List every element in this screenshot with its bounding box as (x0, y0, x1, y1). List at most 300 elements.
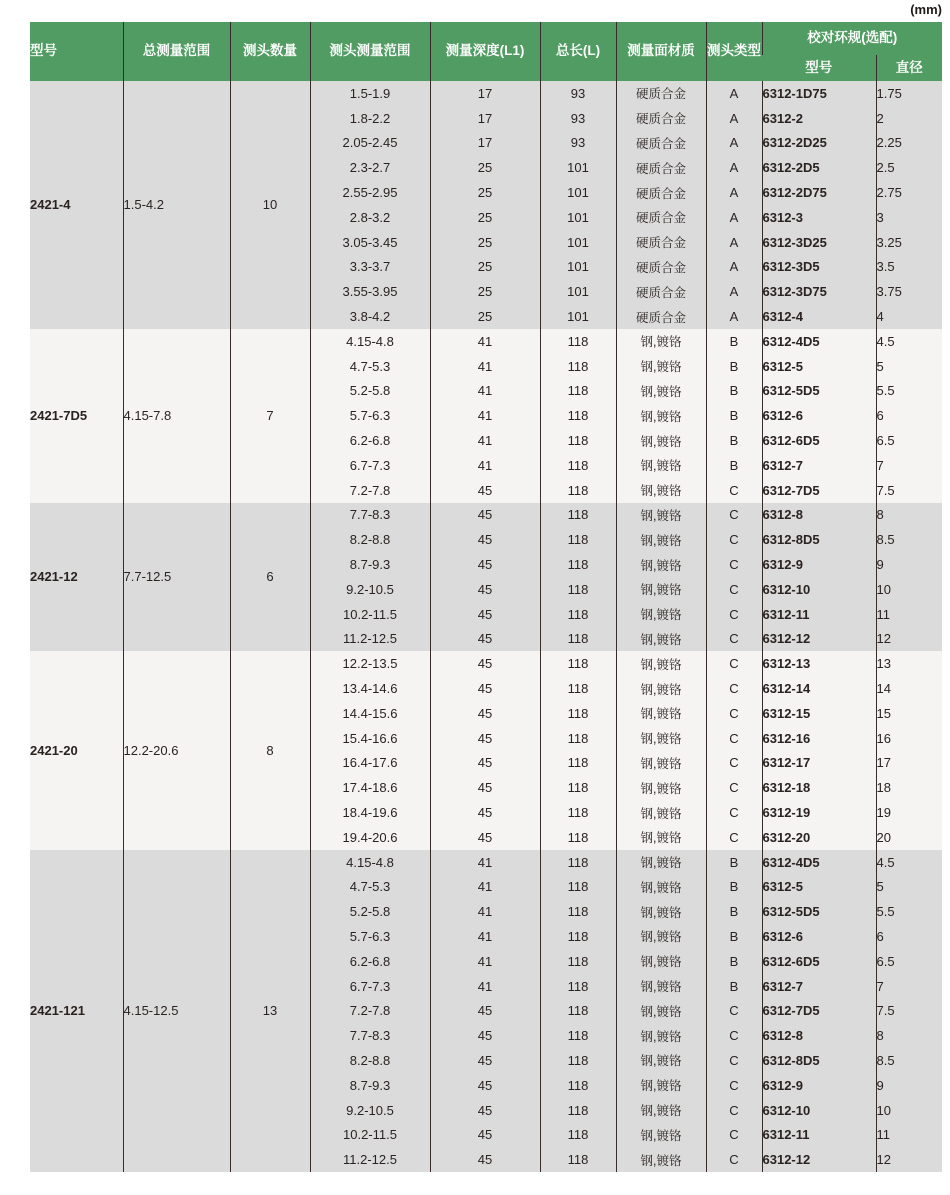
material-cell: 钢,镀铬 (616, 329, 706, 354)
length-cell: 101 (540, 155, 616, 180)
probe-range-cell: 11.2-12.5 (310, 627, 430, 652)
table-header (30, 22, 942, 81)
total-range-cell: 12.2-20.6 (123, 651, 230, 849)
depth-cell: 41 (430, 974, 540, 999)
probe-range-cell: 8.2-8.8 (310, 1048, 430, 1073)
model-cell: 2421-4 (30, 81, 123, 329)
probe-range-cell: 5.2-5.8 (310, 379, 430, 404)
diameter-cell: 11 (876, 602, 942, 627)
depth-cell: 45 (430, 1023, 540, 1048)
probe-type-cell: B (706, 453, 762, 478)
probe-type-cell: B (706, 329, 762, 354)
ring-model-cell: 6312-8D5 (762, 1048, 876, 1073)
diameter-cell: 3.25 (876, 230, 942, 255)
probe-type-cell: B (706, 850, 762, 875)
table-row (30, 850, 942, 875)
depth-cell: 25 (430, 205, 540, 230)
material-cell: 钢,镀铬 (616, 1023, 706, 1048)
depth-cell: 45 (430, 701, 540, 726)
ring-model-cell: 6312-7 (762, 453, 876, 478)
probe-range-cell: 3.55-3.95 (310, 279, 430, 304)
probe-count-cell: 6 (230, 503, 310, 652)
material-cell: 钢,镀铬 (616, 354, 706, 379)
ring-model-cell: 6312-16 (762, 726, 876, 751)
header-ring-model: 型号 (762, 55, 876, 81)
depth-cell: 45 (430, 726, 540, 751)
diameter-cell: 5 (876, 354, 942, 379)
model-cell: 2421-20 (30, 651, 123, 849)
depth-cell: 41 (430, 329, 540, 354)
diameter-cell: 4 (876, 304, 942, 329)
length-cell: 101 (540, 279, 616, 304)
probe-range-cell: 2.55-2.95 (310, 180, 430, 205)
probe-range-cell: 6.2-6.8 (310, 949, 430, 974)
material-cell: 硬质合金 (616, 155, 706, 180)
ring-model-cell: 6312-1D75 (762, 81, 876, 106)
depth-cell: 41 (430, 949, 540, 974)
header-total-range: 总测量范围 (123, 22, 230, 81)
probe-range-cell: 9.2-10.5 (310, 577, 430, 602)
diameter-cell: 18 (876, 775, 942, 800)
length-cell: 118 (540, 577, 616, 602)
length-cell: 118 (540, 751, 616, 776)
depth-cell: 41 (430, 379, 540, 404)
spec-table (30, 22, 942, 1172)
header-row-main (30, 22, 942, 55)
material-cell: 硬质合金 (616, 230, 706, 255)
total-range-cell: 1.5-4.2 (123, 81, 230, 329)
depth-cell: 45 (430, 825, 540, 850)
probe-type-cell: C (706, 602, 762, 627)
ring-model-cell: 6312-3D75 (762, 279, 876, 304)
depth-cell: 25 (430, 304, 540, 329)
diameter-cell: 6 (876, 403, 942, 428)
probe-range-cell: 5.2-5.8 (310, 899, 430, 924)
probe-range-cell: 7.7-8.3 (310, 1023, 430, 1048)
ring-model-cell: 6312-13 (762, 651, 876, 676)
length-cell: 118 (540, 949, 616, 974)
material-cell: 硬质合金 (616, 131, 706, 156)
length-cell: 118 (540, 1023, 616, 1048)
diameter-cell: 9 (876, 1073, 942, 1098)
ring-model-cell: 6312-6D5 (762, 949, 876, 974)
probe-range-cell: 1.8-2.2 (310, 106, 430, 131)
spec-table-body (30, 81, 942, 1172)
depth-cell: 45 (430, 800, 540, 825)
depth-cell: 25 (430, 255, 540, 280)
ring-model-cell: 6312-18 (762, 775, 876, 800)
probe-range-cell: 12.2-13.5 (310, 651, 430, 676)
table-row (30, 81, 942, 106)
diameter-cell: 3 (876, 205, 942, 230)
header-ring-diameter: 直径 (876, 55, 942, 81)
material-cell: 钢,镀铬 (616, 924, 706, 949)
model-cell: 2421-121 (30, 850, 123, 1172)
probe-type-cell: B (706, 379, 762, 404)
depth-cell: 25 (430, 230, 540, 255)
length-cell: 118 (540, 998, 616, 1023)
diameter-cell: 8.5 (876, 1048, 942, 1073)
material-cell: 硬质合金 (616, 279, 706, 304)
depth-cell: 41 (430, 354, 540, 379)
probe-type-cell: C (706, 527, 762, 552)
ring-model-cell: 6312-15 (762, 701, 876, 726)
depth-cell: 25 (430, 155, 540, 180)
ring-model-cell: 6312-8D5 (762, 527, 876, 552)
probe-type-cell: C (706, 1122, 762, 1147)
probe-range-cell: 3.3-3.7 (310, 255, 430, 280)
material-cell: 钢,镀铬 (616, 527, 706, 552)
probe-range-cell: 19.4-20.6 (310, 825, 430, 850)
depth-cell: 45 (430, 552, 540, 577)
probe-type-cell: C (706, 627, 762, 652)
length-cell: 93 (540, 81, 616, 106)
length-cell: 118 (540, 329, 616, 354)
ring-model-cell: 6312-3D5 (762, 255, 876, 280)
diameter-cell: 6.5 (876, 949, 942, 974)
model-cell: 2421-12 (30, 503, 123, 652)
diameter-cell: 3.75 (876, 279, 942, 304)
ring-model-cell: 6312-9 (762, 552, 876, 577)
probe-range-cell: 4.7-5.3 (310, 875, 430, 900)
probe-type-cell: B (706, 949, 762, 974)
probe-range-cell: 3.05-3.45 (310, 230, 430, 255)
depth-cell: 17 (430, 106, 540, 131)
diameter-cell: 8.5 (876, 527, 942, 552)
probe-type-cell: B (706, 924, 762, 949)
probe-type-cell: A (706, 255, 762, 280)
ring-model-cell: 6312-4D5 (762, 329, 876, 354)
length-cell: 101 (540, 255, 616, 280)
material-cell: 硬质合金 (616, 180, 706, 205)
header-probe-count: 测头数量 (230, 22, 310, 81)
length-cell: 101 (540, 304, 616, 329)
probe-type-cell: A (706, 304, 762, 329)
probe-type-cell: B (706, 974, 762, 999)
table-row (30, 651, 942, 676)
depth-cell: 45 (430, 998, 540, 1023)
probe-count-cell: 13 (230, 850, 310, 1172)
probe-range-cell: 8.7-9.3 (310, 1073, 430, 1098)
length-cell: 93 (540, 131, 616, 156)
probe-range-cell: 7.7-8.3 (310, 503, 430, 528)
depth-cell: 25 (430, 180, 540, 205)
probe-type-cell: C (706, 552, 762, 577)
length-cell: 118 (540, 924, 616, 949)
probe-range-cell: 4.7-5.3 (310, 354, 430, 379)
header-material: 测量面材质 (616, 22, 706, 81)
probe-type-cell: B (706, 354, 762, 379)
diameter-cell: 14 (876, 676, 942, 701)
length-cell: 118 (540, 1098, 616, 1123)
depth-cell: 45 (430, 676, 540, 701)
material-cell: 硬质合金 (616, 255, 706, 280)
length-cell: 118 (540, 602, 616, 627)
probe-type-cell: C (706, 651, 762, 676)
probe-range-cell: 17.4-18.6 (310, 775, 430, 800)
depth-cell: 25 (430, 279, 540, 304)
diameter-cell: 15 (876, 701, 942, 726)
diameter-cell: 8 (876, 503, 942, 528)
material-cell: 钢,镀铬 (616, 577, 706, 602)
ring-model-cell: 6312-14 (762, 676, 876, 701)
length-cell: 118 (540, 1073, 616, 1098)
length-cell: 118 (540, 1147, 616, 1172)
depth-cell: 41 (430, 924, 540, 949)
depth-cell: 45 (430, 775, 540, 800)
ring-model-cell: 6312-10 (762, 1098, 876, 1123)
ring-model-cell: 6312-11 (762, 1122, 876, 1147)
probe-type-cell: C (706, 676, 762, 701)
ring-model-cell: 6312-2D25 (762, 131, 876, 156)
length-cell: 118 (540, 403, 616, 428)
probe-range-cell: 13.4-14.6 (310, 676, 430, 701)
material-cell: 钢,镀铬 (616, 775, 706, 800)
length-cell: 118 (540, 478, 616, 503)
probe-range-cell: 10.2-11.5 (310, 1122, 430, 1147)
diameter-cell: 4.5 (876, 850, 942, 875)
material-cell: 钢,镀铬 (616, 726, 706, 751)
diameter-cell: 5.5 (876, 899, 942, 924)
length-cell: 118 (540, 428, 616, 453)
ring-model-cell: 6312-12 (762, 627, 876, 652)
probe-range-cell: 7.2-7.8 (310, 998, 430, 1023)
material-cell: 钢,镀铬 (616, 379, 706, 404)
ring-model-cell: 6312-4 (762, 304, 876, 329)
material-cell: 钢,镀铬 (616, 602, 706, 627)
length-cell: 118 (540, 627, 616, 652)
probe-type-cell: C (706, 825, 762, 850)
probe-type-cell: A (706, 180, 762, 205)
diameter-cell: 8 (876, 1023, 942, 1048)
length-cell: 101 (540, 230, 616, 255)
material-cell: 硬质合金 (616, 304, 706, 329)
diameter-cell: 2 (876, 106, 942, 131)
depth-cell: 41 (430, 453, 540, 478)
material-cell: 钢,镀铬 (616, 701, 706, 726)
length-cell: 118 (540, 651, 616, 676)
diameter-cell: 7.5 (876, 478, 942, 503)
probe-count-cell: 7 (230, 329, 310, 503)
probe-type-cell: A (706, 106, 762, 131)
material-cell: 钢,镀铬 (616, 627, 706, 652)
material-cell: 钢,镀铬 (616, 974, 706, 999)
diameter-cell: 12 (876, 627, 942, 652)
probe-range-cell: 16.4-17.6 (310, 751, 430, 776)
probe-range-cell: 2.8-3.2 (310, 205, 430, 230)
depth-cell: 45 (430, 1147, 540, 1172)
probe-count-cell: 8 (230, 651, 310, 849)
probe-range-cell: 11.2-12.5 (310, 1147, 430, 1172)
header-total-length: 总长(L) (540, 22, 616, 81)
header-model: 型号 (30, 22, 123, 81)
probe-range-cell: 5.7-6.3 (310, 403, 430, 428)
material-cell: 钢,镀铬 (616, 949, 706, 974)
probe-type-cell: A (706, 279, 762, 304)
probe-range-cell: 6.7-7.3 (310, 974, 430, 999)
diameter-cell: 19 (876, 800, 942, 825)
probe-type-cell: C (706, 775, 762, 800)
ring-model-cell: 6312-2D5 (762, 155, 876, 180)
probe-type-cell: A (706, 81, 762, 106)
length-cell: 118 (540, 825, 616, 850)
probe-count-cell: 10 (230, 81, 310, 329)
ring-model-cell: 6312-12 (762, 1147, 876, 1172)
diameter-cell: 7 (876, 974, 942, 999)
diameter-cell: 7 (876, 453, 942, 478)
ring-model-cell: 6312-10 (762, 577, 876, 602)
depth-cell: 45 (430, 503, 540, 528)
probe-type-cell: B (706, 875, 762, 900)
material-cell: 钢,镀铬 (616, 1098, 706, 1123)
depth-cell: 41 (430, 875, 540, 900)
ring-model-cell: 6312-8 (762, 1023, 876, 1048)
material-cell: 钢,镀铬 (616, 1122, 706, 1147)
probe-type-cell: C (706, 751, 762, 776)
ring-model-cell: 6312-7D5 (762, 998, 876, 1023)
probe-type-cell: C (706, 998, 762, 1023)
probe-range-cell: 1.5-1.9 (310, 81, 430, 106)
depth-cell: 45 (430, 577, 540, 602)
diameter-cell: 4.5 (876, 329, 942, 354)
depth-cell: 41 (430, 428, 540, 453)
unit-label: (mm) (910, 2, 942, 17)
ring-model-cell: 6312-5 (762, 354, 876, 379)
depth-cell: 45 (430, 651, 540, 676)
diameter-cell: 12 (876, 1147, 942, 1172)
probe-range-cell: 2.05-2.45 (310, 131, 430, 156)
ring-model-cell: 6312-5D5 (762, 899, 876, 924)
probe-type-cell: C (706, 1048, 762, 1073)
probe-range-cell: 18.4-19.6 (310, 800, 430, 825)
probe-type-cell: C (706, 726, 762, 751)
probe-type-cell: B (706, 428, 762, 453)
diameter-cell: 13 (876, 651, 942, 676)
probe-type-cell: A (706, 131, 762, 156)
depth-cell: 41 (430, 403, 540, 428)
ring-model-cell: 6312-2D75 (762, 180, 876, 205)
material-cell: 钢,镀铬 (616, 1048, 706, 1073)
probe-range-cell: 14.4-15.6 (310, 701, 430, 726)
length-cell: 118 (540, 800, 616, 825)
diameter-cell: 17 (876, 751, 942, 776)
material-cell: 钢,镀铬 (616, 751, 706, 776)
probe-type-cell: C (706, 478, 762, 503)
depth-cell: 45 (430, 1122, 540, 1147)
length-cell: 118 (540, 1122, 616, 1147)
ring-model-cell: 6312-2 (762, 106, 876, 131)
length-cell: 118 (540, 552, 616, 577)
ring-model-cell: 6312-7 (762, 974, 876, 999)
depth-cell: 41 (430, 899, 540, 924)
probe-type-cell: A (706, 155, 762, 180)
probe-range-cell: 6.7-7.3 (310, 453, 430, 478)
depth-cell: 45 (430, 602, 540, 627)
depth-cell: 17 (430, 81, 540, 106)
ring-model-cell: 6312-3 (762, 205, 876, 230)
depth-cell: 17 (430, 131, 540, 156)
model-cell: 2421-7D5 (30, 329, 123, 503)
length-cell: 118 (540, 775, 616, 800)
depth-cell: 45 (430, 627, 540, 652)
diameter-cell: 5.5 (876, 379, 942, 404)
depth-cell: 45 (430, 527, 540, 552)
length-cell: 101 (540, 180, 616, 205)
ring-model-cell: 6312-7D5 (762, 478, 876, 503)
diameter-cell: 7.5 (876, 998, 942, 1023)
length-cell: 118 (540, 453, 616, 478)
ring-model-cell: 6312-6 (762, 403, 876, 428)
ring-model-cell: 6312-6D5 (762, 428, 876, 453)
probe-type-cell: B (706, 403, 762, 428)
material-cell: 钢,镀铬 (616, 899, 706, 924)
probe-range-cell: 4.15-4.8 (310, 329, 430, 354)
material-cell: 硬质合金 (616, 106, 706, 131)
ring-model-cell: 6312-4D5 (762, 850, 876, 875)
diameter-cell: 6 (876, 924, 942, 949)
ring-model-cell: 6312-5 (762, 875, 876, 900)
material-cell: 钢,镀铬 (616, 1073, 706, 1098)
probe-type-cell: C (706, 701, 762, 726)
probe-range-cell: 3.8-4.2 (310, 304, 430, 329)
material-cell: 钢,镀铬 (616, 478, 706, 503)
depth-cell: 41 (430, 850, 540, 875)
total-range-cell: 7.7-12.5 (123, 503, 230, 652)
probe-type-cell: C (706, 1098, 762, 1123)
length-cell: 118 (540, 1048, 616, 1073)
probe-range-cell: 15.4-16.6 (310, 726, 430, 751)
ring-model-cell: 6312-17 (762, 751, 876, 776)
depth-cell: 45 (430, 1073, 540, 1098)
probe-range-cell: 5.7-6.3 (310, 924, 430, 949)
diameter-cell: 2.75 (876, 180, 942, 205)
diameter-cell: 5 (876, 875, 942, 900)
probe-type-cell: C (706, 1147, 762, 1172)
length-cell: 118 (540, 899, 616, 924)
length-cell: 118 (540, 676, 616, 701)
probe-range-cell: 7.2-7.8 (310, 478, 430, 503)
probe-range-cell: 6.2-6.8 (310, 428, 430, 453)
ring-model-cell: 6312-5D5 (762, 379, 876, 404)
length-cell: 118 (540, 974, 616, 999)
diameter-cell: 10 (876, 577, 942, 602)
probe-range-cell: 4.15-4.8 (310, 850, 430, 875)
material-cell: 钢,镀铬 (616, 850, 706, 875)
total-range-cell: 4.15-12.5 (123, 850, 230, 1172)
material-cell: 钢,镀铬 (616, 676, 706, 701)
table-row (30, 503, 942, 528)
header-ring-gauge: 校对环规(选配) (762, 22, 942, 55)
header-probe-range: 测头测量范围 (310, 22, 430, 81)
length-cell: 118 (540, 354, 616, 379)
header-probe-type: 测头类型 (706, 22, 762, 81)
probe-type-cell: A (706, 205, 762, 230)
material-cell: 钢,镀铬 (616, 998, 706, 1023)
diameter-cell: 20 (876, 825, 942, 850)
diameter-cell: 10 (876, 1098, 942, 1123)
ring-model-cell: 6312-6 (762, 924, 876, 949)
material-cell: 钢,镀铬 (616, 428, 706, 453)
probe-range-cell: 2.3-2.7 (310, 155, 430, 180)
depth-cell: 45 (430, 1098, 540, 1123)
probe-type-cell: C (706, 1073, 762, 1098)
diameter-cell: 16 (876, 726, 942, 751)
length-cell: 101 (540, 205, 616, 230)
ring-model-cell: 6312-8 (762, 503, 876, 528)
ring-model-cell: 6312-11 (762, 602, 876, 627)
total-range-cell: 4.15-7.8 (123, 329, 230, 503)
probe-type-cell: B (706, 899, 762, 924)
